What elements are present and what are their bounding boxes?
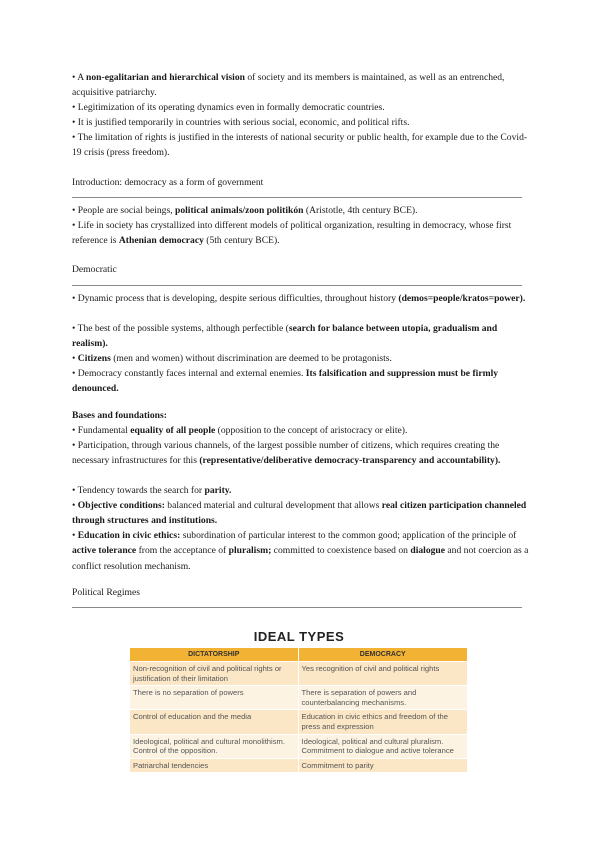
ideal-types-figure xyxy=(130,626,468,772)
emphasized-text: (representative/deliberative democracy-transparency and accountability). xyxy=(199,455,501,467)
section-divider xyxy=(72,285,522,286)
table-row xyxy=(130,734,468,758)
bullet-paragraph: • Fundamental equality of all people (opposition to the concept of aristocracy or elite). xyxy=(72,425,408,436)
table-cell: Ideological, political and cultural monolithism. Control of the opposition. xyxy=(130,734,298,758)
bullet-paragraph: • The limitation of rights is justified in the interests of national security or public health, for example due to the Covid-19 crisis (press freedom). xyxy=(72,132,528,159)
table-cell: Ideological, political and cultural pluralism. Commitment to dialogue and active tolerance xyxy=(298,734,468,758)
table-cell: Education in civic ethics and freedom of the press and expression xyxy=(298,710,468,734)
emphasized-text: political animals/zoon politikón xyxy=(175,205,304,216)
emphasized-text: dialogue xyxy=(410,545,446,557)
bullet-paragraph: • The best of the possible systems, although perfectible (search for balance between utopia, gradualism and realism). xyxy=(72,323,498,350)
bullet-paragraph: • Citizens (men and women) without discrimination are deemed to be protagonists. xyxy=(72,353,392,364)
table-cell: Non-recognition of civil and political rights or justification of their limitation xyxy=(130,662,298,686)
column-header-democracy: DEMOCRACY xyxy=(298,648,468,662)
emphasized-text: Education in civic ethics: xyxy=(77,530,181,541)
bullet-paragraph: • Participation, through various channels, of the largest possible number of citizens, which requires creating the necessary infrastructures for this (representative/deliberative democracy-transparency and accountability). xyxy=(72,440,501,467)
bullet-paragraph: • Dynamic process that is developing, despite serious difficulties, throughout history (demos=people/kratos=power). xyxy=(72,293,526,304)
table-row xyxy=(130,710,468,734)
table-cell: There is no separation of powers xyxy=(130,686,298,710)
emphasized-text: Athenian democracy xyxy=(118,235,204,247)
emphasized-text: Its falsification and suppression must be firmly denounced. xyxy=(72,368,499,395)
bullet-paragraph: • Life in society has crystallized into different models of political organization, resulting in democracy, whose first reference is Athenian democracy (5th century BCE). xyxy=(72,220,512,247)
section-heading-democratic: Democratic xyxy=(72,264,117,275)
bullet-paragraph: • Objective conditions: balanced material and cultural development that allows real citizen participation channeled through structures and institutions. xyxy=(72,500,527,527)
bullet-paragraph: • People are social beings, political animals/zoon politikón (Aristotle, 4th century BCE). xyxy=(72,205,418,216)
table-row xyxy=(130,662,468,686)
emphasized-text: (demos=people/kratos=power). xyxy=(398,293,526,304)
ideal-types-table xyxy=(130,648,468,772)
table-cell: Yes recognition of civil and political rights xyxy=(298,662,468,686)
figure-title: IDEAL TYPES xyxy=(253,629,345,644)
bullet-paragraph: • Legitimization of its operating dynamics even in formally democratic countries. xyxy=(72,102,385,113)
bullet-paragraph: • It is justified temporarily in countries with serious social, economic, and political rifts. xyxy=(72,117,410,128)
emphasized-text: pluralism; xyxy=(228,545,272,557)
section-divider xyxy=(72,607,522,608)
bases-heading: Bases and foundations: xyxy=(72,410,167,421)
table-cell: Commitment to parity xyxy=(298,758,468,772)
emphasized-text: active tolerance xyxy=(72,545,137,557)
section-heading-introduction: Introduction: democracy as a form of government xyxy=(72,177,264,188)
section-heading-political-regimes: Political Regimes xyxy=(72,587,140,598)
bullet-paragraph: • Education in civic ethics: subordination of particular interest to the common good; application of the principle of active tolerance from the acceptance of pluralism; committed to coexistence based on dialogue and not coercion as a conflict resolution mechanism. xyxy=(72,530,529,572)
emphasized-text: non-egalitarian and hierarchical vision xyxy=(86,72,245,83)
table-cell: There is separation of powers and counterbalancing mechanisms. xyxy=(298,686,468,710)
emphasized-text: equality of all people xyxy=(130,425,216,436)
column-header-dictatorship: DICTATORSHIP xyxy=(130,648,298,662)
bullet-paragraph: • Democracy constantly faces internal and external enemies. Its falsification and suppression must be firmly denounced. xyxy=(72,368,499,395)
emphasized-text: Objective conditions: xyxy=(77,500,165,511)
emphasized-text: parity. xyxy=(204,485,232,496)
bullet-paragraph: • Tendency towards the search for parity. xyxy=(72,485,232,496)
emphasized-text: search for balance between utopia, gradualism and realism). xyxy=(72,323,498,350)
table-cell: Patriarchal tendencies xyxy=(130,758,298,772)
bullet-paragraph: • A non-egalitarian and hierarchical vision of society and its members is maintained, as well as an entrenched, acquisitive patriarchy. xyxy=(72,72,505,99)
table-row xyxy=(130,758,468,772)
section-divider xyxy=(72,197,522,198)
emphasized-text: real citizen participation channeled through structures and institutions. xyxy=(72,500,527,527)
table-header-row xyxy=(130,648,468,662)
emphasized-text: Citizens xyxy=(77,353,111,364)
table-cell: Control of education and the media xyxy=(130,710,298,734)
table-row xyxy=(130,686,468,710)
